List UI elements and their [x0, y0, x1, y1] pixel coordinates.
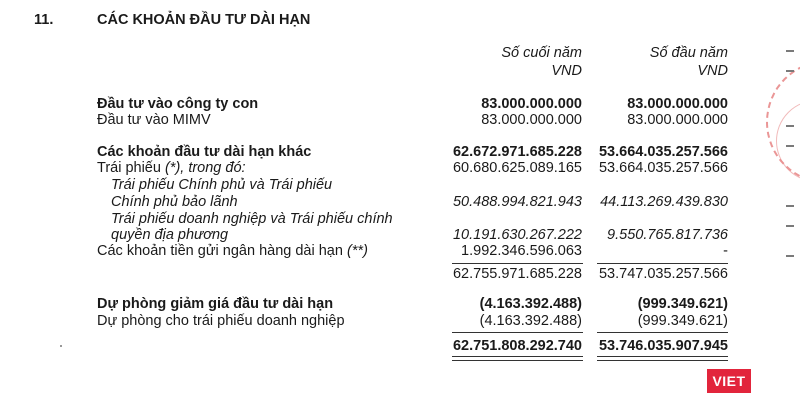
value-provision-corp-end: (4.163.392.488): [479, 313, 582, 329]
row-label-provision-corp: Dự phòng cho trái phiếu doanh nghiệp: [97, 313, 345, 329]
value-mimv-start: 83.000.000.000: [627, 112, 728, 128]
value-corp-bonds-end: 10.191.630.267.222: [452, 227, 582, 243]
column-unit-start: VND: [697, 63, 728, 79]
value-gov-bonds-start: 44.113.269.439.830: [600, 194, 728, 210]
margin-mark: [786, 145, 794, 147]
row-label-deposits: [97, 243, 368, 259]
margin-mark: [786, 255, 794, 257]
row-label-mimv: Đầu tư vào MIMV: [97, 112, 211, 128]
value-deposits-start: -: [723, 243, 728, 259]
deposits-label-note: (**): [346, 243, 368, 259]
margin-mark: [786, 50, 794, 52]
total-double-rule-start: [597, 356, 728, 361]
subtotal-rule-start: [597, 263, 728, 264]
margin-mark: [786, 205, 794, 207]
value-other-start: 53.664.035.257.566: [598, 144, 728, 160]
row-label-subsidiaries: Đầu tư vào công ty con: [97, 96, 259, 112]
margin-mark: [786, 125, 794, 127]
section-title: CÁC KHOẢN ĐẦU TƯ DÀI HẠN: [97, 12, 311, 28]
value-other-end: 62.672.971.685.228: [452, 144, 582, 160]
row-label-corp-bonds-line1: Trái phiếu doanh nghiệp và Trái phiếu chính: [111, 211, 393, 227]
column-header-start-of-year: [650, 44, 728, 80]
scan-speck: [60, 345, 62, 347]
column-label-start: Số đầu năm: [649, 45, 728, 61]
row-label-gov-bonds-line1: Trái phiếu Chính phủ và Trái phiếu: [111, 177, 333, 193]
value-subtotal-start: 53.747.035.257.566: [598, 266, 728, 282]
value-corp-bonds-start: 9.550.765.817.736: [607, 227, 728, 243]
subtotal-rule-end: [452, 263, 583, 264]
value-mimv-end: 83.000.000.000: [481, 112, 582, 128]
row-label-other-investments: Các khoản đầu tư dài hạn khác: [97, 144, 312, 160]
value-total-start: 53.746.035.907.945: [598, 338, 728, 354]
value-deposits-end: 1.992.346.596.063: [461, 243, 582, 259]
value-subsidiaries-end: 83.000.000.000: [481, 96, 582, 112]
value-subsidiaries-start: 83.000.000.000: [627, 96, 728, 112]
row-label-gov-bonds-line2: Chính phủ bảo lãnh: [111, 194, 238, 210]
viet-logo: VIET: [707, 369, 751, 393]
value-subtotal-end: 62.755.971.685.228: [452, 266, 582, 282]
value-provision-corp-start: (999.349.621): [637, 313, 728, 329]
column-label-end: Số cuối năm: [501, 45, 582, 61]
deposits-label-text: Các khoản tiền gửi ngân hàng dài hạn: [97, 243, 347, 259]
total-rule-start: [597, 332, 728, 333]
total-rule-end: [452, 332, 583, 333]
row-label-bonds: [97, 160, 246, 176]
value-bonds-end: 60.680.625.089.165: [452, 160, 582, 176]
total-double-rule-end: [452, 356, 583, 361]
margin-mark: [786, 70, 794, 72]
value-provision-start: (999.349.621): [637, 296, 728, 312]
bonds-label-text: Trái phiếu: [97, 160, 165, 176]
value-bonds-start: 53.664.035.257.566: [598, 160, 728, 176]
bonds-label-note: (*), trong đó:: [164, 160, 246, 176]
column-unit-end: VND: [551, 63, 582, 79]
value-total-end: 62.751.808.292.740: [452, 338, 582, 354]
row-label-provision: Dự phòng giảm giá đầu tư dài hạn: [97, 296, 334, 312]
section-number: 11.: [34, 12, 54, 28]
column-header-end-of-year: [501, 44, 582, 80]
value-gov-bonds-end: 50.488.994.821.943: [452, 194, 582, 210]
margin-mark: [786, 225, 794, 227]
row-label-corp-bonds-line2: quyền địa phương: [111, 227, 229, 243]
value-provision-end: (4.163.392.488): [479, 296, 582, 312]
